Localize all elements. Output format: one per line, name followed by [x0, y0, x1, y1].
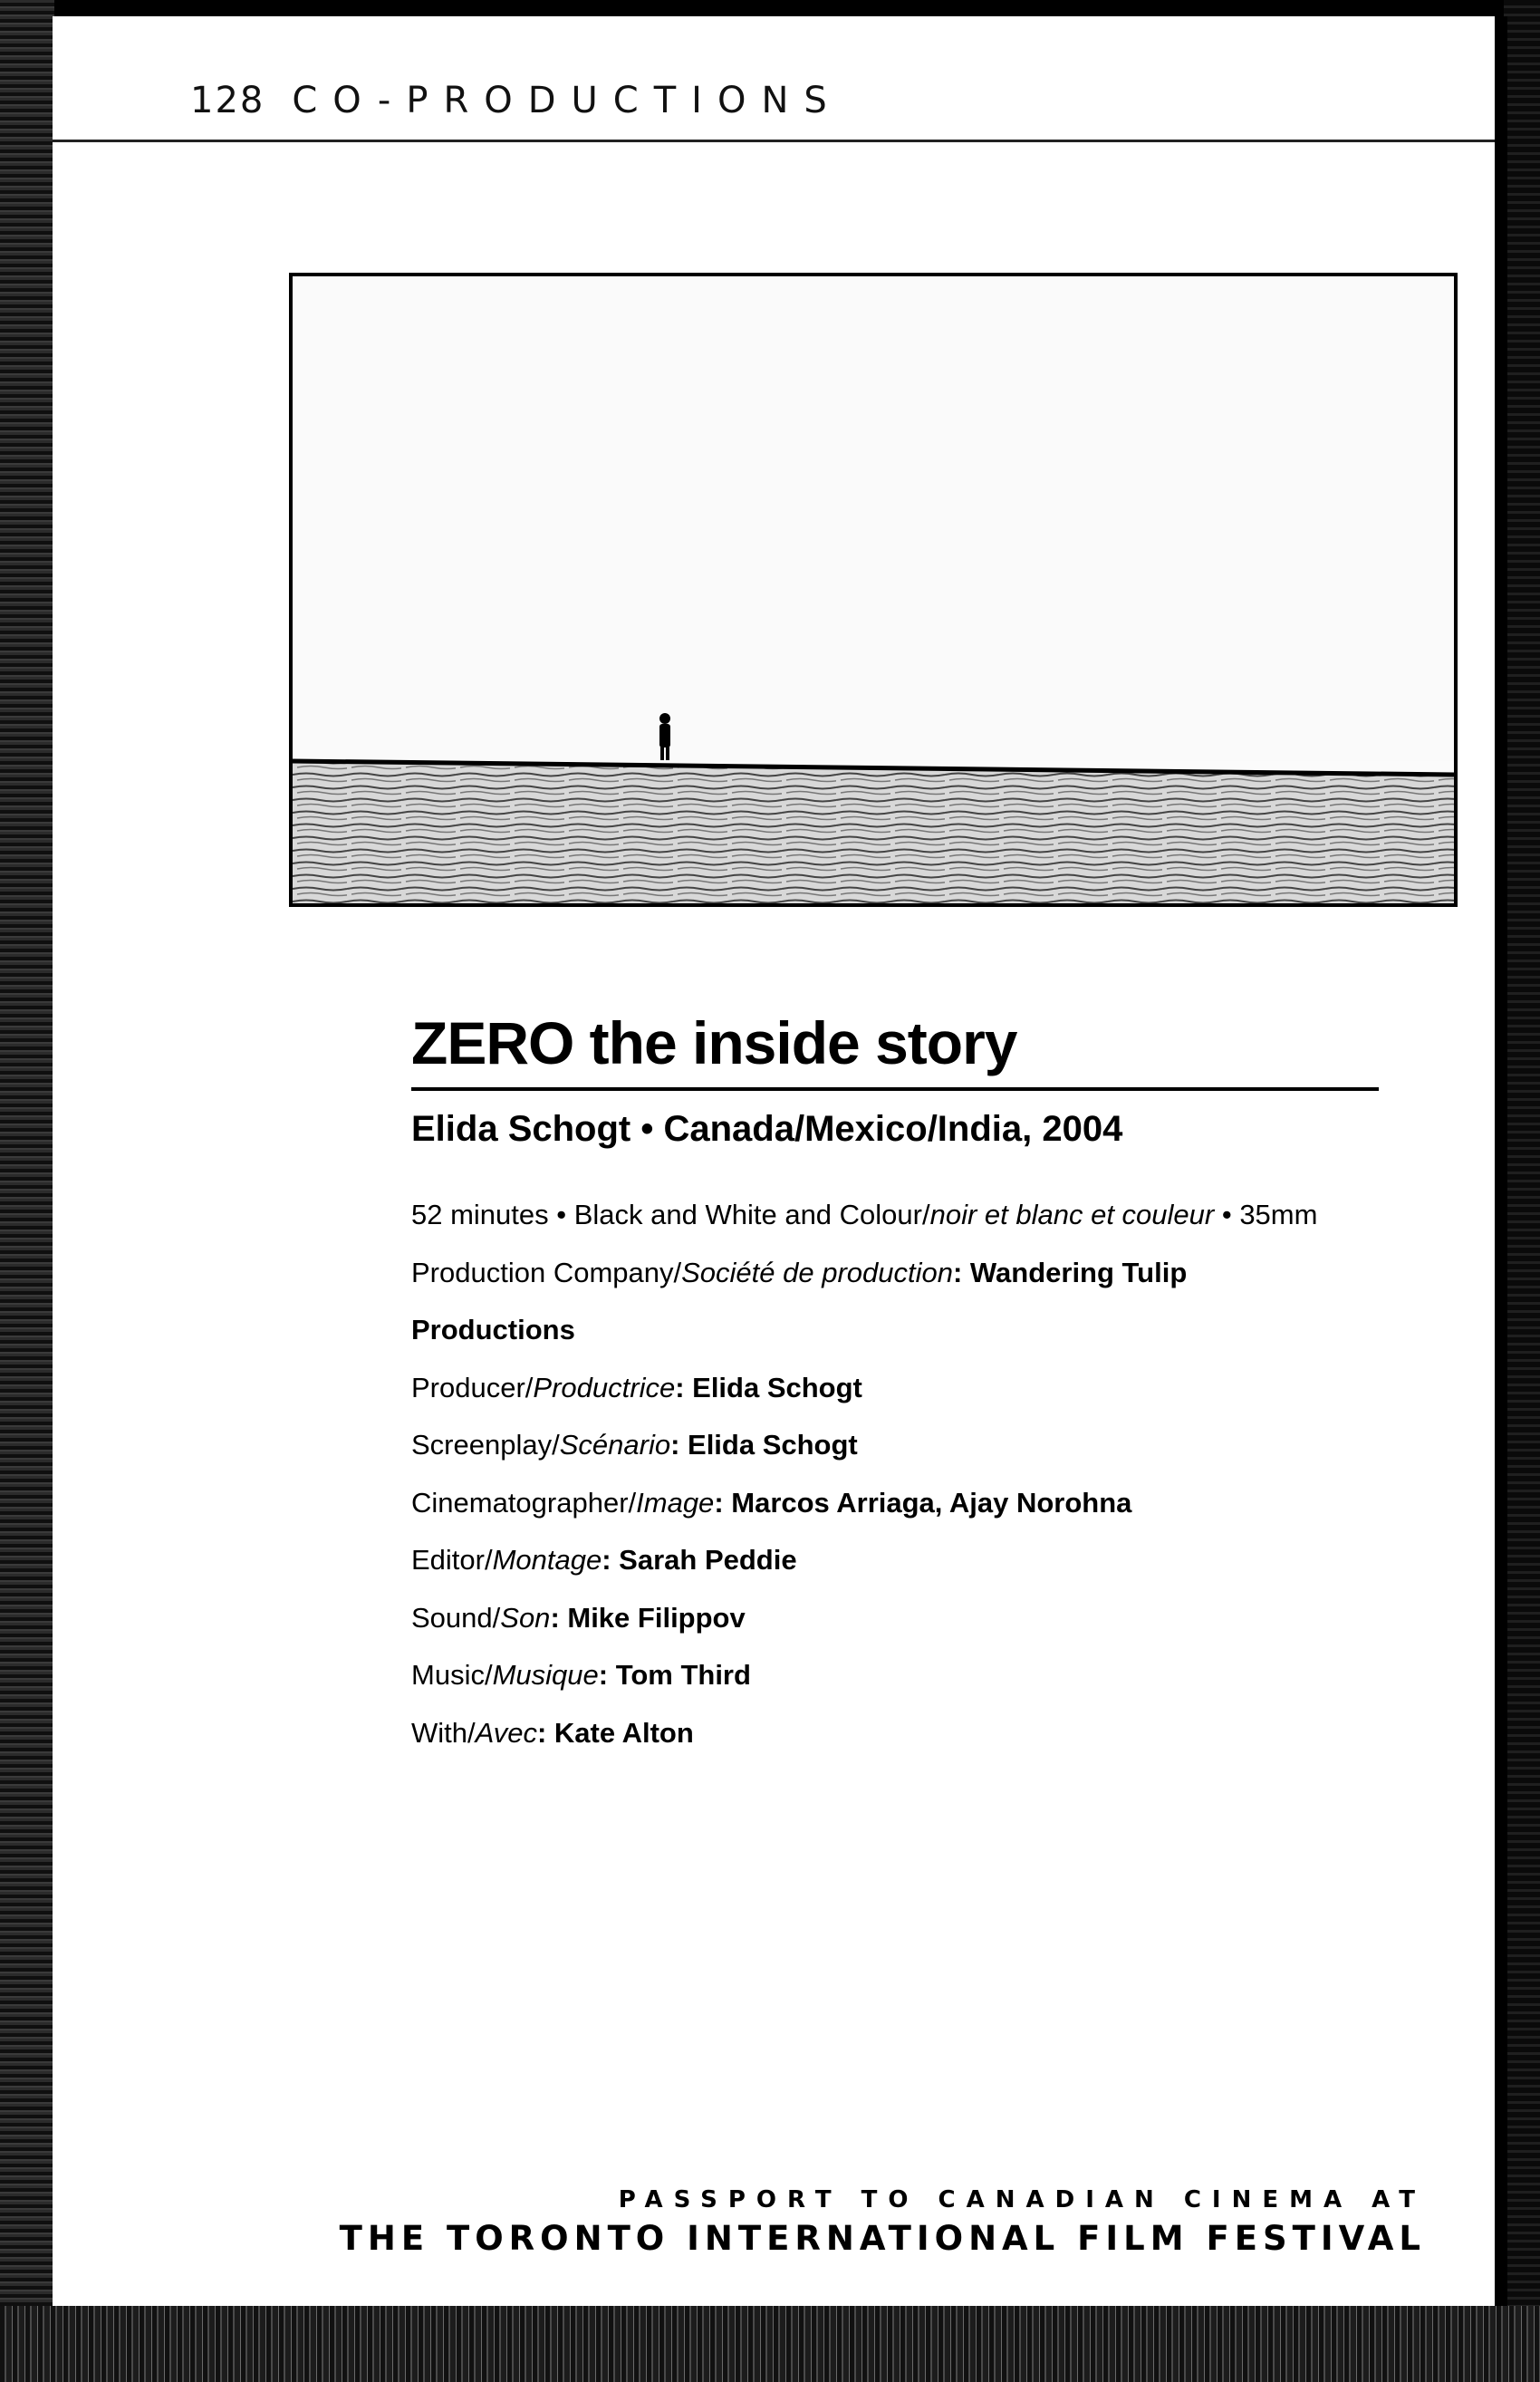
- credit-label: Sound/: [411, 1601, 501, 1634]
- credit-music: [411, 1646, 1435, 1704]
- film-title: ZERO the inside story: [411, 1009, 1017, 1076]
- credit-runtime-format: [411, 1186, 1435, 1244]
- credit-label-fr: Avec: [475, 1716, 537, 1749]
- credit-label: Screenplay/: [411, 1429, 560, 1461]
- credit-label-fr: noir et blanc et couleur: [929, 1199, 1215, 1230]
- credit-label-fr: Société de production: [681, 1256, 953, 1288]
- credit-value: : Kate Alton: [536, 1716, 694, 1749]
- film-byline: Elida Schogt • Canada/Mexico/India, 2004: [411, 1109, 1123, 1149]
- page: [53, 16, 1495, 2306]
- film-still: [289, 273, 1458, 907]
- credit-sound: [411, 1589, 1435, 1647]
- credit-label: With/: [411, 1716, 476, 1749]
- credit-production-company: [411, 1244, 1435, 1302]
- credit-label-fr: Montage: [492, 1544, 602, 1576]
- credit-value: Productions: [411, 1314, 575, 1345]
- scan-border-left: [0, 0, 54, 2382]
- credit-label: Music/: [411, 1659, 493, 1691]
- credit-value: : Mike Filippov: [550, 1601, 746, 1634]
- credit-value: : Wandering Tulip: [952, 1256, 1188, 1288]
- header-rule: [53, 140, 1495, 142]
- credit-label: Production Company/: [411, 1256, 682, 1288]
- running-head: [190, 80, 842, 121]
- credit-label-fr: Image: [636, 1486, 715, 1519]
- sky: [293, 276, 1454, 761]
- title-rule: [411, 1087, 1379, 1091]
- footer-line-2: THE TORONTO INTERNATIONAL FILM FESTIVAL: [339, 2219, 1426, 2258]
- credit-label: 52 minutes • Black and White and Colour/: [411, 1199, 930, 1230]
- credits-list: [411, 1186, 1435, 1761]
- scan-border-bottom: [0, 2306, 1540, 2382]
- credit-label-fr: Scénario: [559, 1429, 671, 1461]
- credit-value: : Sarah Peddie: [602, 1544, 797, 1576]
- sea: [293, 761, 1454, 903]
- credit-value: : Elida Schogt: [670, 1429, 858, 1461]
- credit-cast: [411, 1704, 1435, 1762]
- page-number: 128: [190, 80, 265, 121]
- credit-editor: [411, 1531, 1435, 1589]
- credit-label: Producer/: [411, 1371, 534, 1403]
- page-footer: [340, 2186, 1426, 2258]
- scan-border-right: [1504, 0, 1540, 2382]
- credit-label: Cinematographer/: [411, 1486, 637, 1519]
- credit-label-fr: Musique: [492, 1659, 599, 1691]
- credit-value: : Marcos Arriaga, Ajay Norohna: [714, 1486, 1132, 1519]
- section-title: CO-PRODUCTIONS: [292, 80, 842, 121]
- page-binding-edge: [1495, 16, 1507, 2306]
- credit-label-fr: Son: [500, 1601, 551, 1634]
- credit-value: : Elida Schogt: [675, 1371, 862, 1403]
- scan-border-top: [0, 0, 1540, 16]
- credit-producer: [411, 1359, 1435, 1417]
- credit-screenplay: [411, 1416, 1435, 1474]
- footer-line-1: PASSPORT TO CANADIAN CINEMA AT: [618, 2186, 1426, 2213]
- credit-label: Editor/: [411, 1544, 493, 1576]
- credit-cinematographer: [411, 1474, 1435, 1532]
- film-entry: [411, 1009, 1435, 1761]
- film-still-image: [293, 276, 1454, 903]
- credit-value: • 35mm: [1214, 1199, 1318, 1230]
- credit-value: : Tom Third: [598, 1659, 751, 1691]
- credit-production-company-cont: [411, 1301, 1435, 1359]
- credit-label-fr: Productrice: [533, 1371, 676, 1403]
